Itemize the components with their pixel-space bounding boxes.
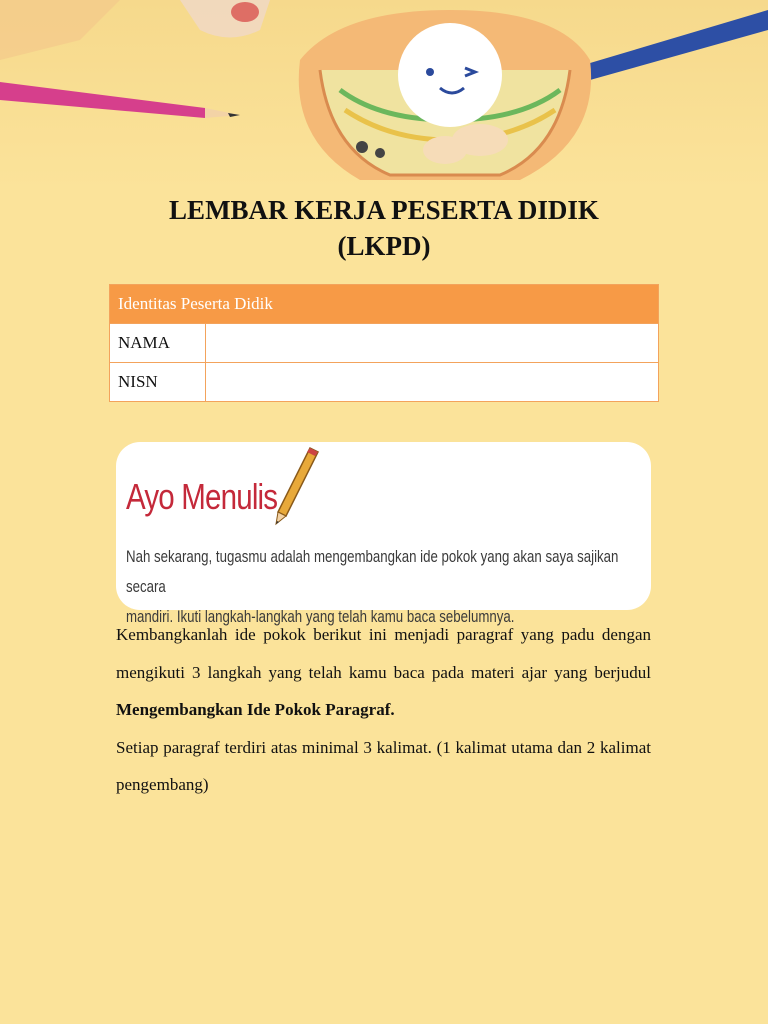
table-row <box>110 363 659 402</box>
instructions <box>116 616 651 804</box>
pencil-icon <box>274 446 319 526</box>
ayo-menulis-title: Ayo Menulis <box>126 476 278 517</box>
table-row <box>110 324 659 363</box>
header-illustration <box>0 0 768 190</box>
title-line-2: (LKPD) <box>337 231 431 261</box>
nisn-label: NISN <box>110 363 206 402</box>
material-title: Mengembangkan Ide Pokok Paragraf. <box>116 700 395 719</box>
page-title <box>0 192 768 264</box>
instruction-paragraph-1 <box>116 616 651 729</box>
ayo-menulis-box <box>116 442 651 626</box>
name-label: NAMA <box>110 324 206 363</box>
identity-table-header: Identitas Peserta Didik <box>110 285 659 324</box>
identity-table <box>109 284 659 402</box>
ayo-text-line-2: mandiri. Ikuti langkah-langkah yang telah kamu baca sebelumnya. <box>126 607 515 626</box>
instruction-text: Kembangkanlah ide pokok berikut ini menjadi paragraf yang padu dengan mengikuti 3 langkah yang telah kamu baca pada materi ajar yang berjudul <box>116 625 651 682</box>
nisn-field[interactable] <box>206 363 659 402</box>
identity-table-header-row <box>110 285 659 324</box>
character-illustration <box>299 10 591 180</box>
instruction-paragraph-2: Setiap paragraf terdiri atas minimal 3 kalimat. (1 kalimat utama dan 2 kalimat pengembang) <box>116 737 651 794</box>
name-field[interactable] <box>206 324 659 363</box>
ayo-text-line-1: Nah sekarang, tugasmu adalah mengembangkan ide pokok yang akan saya sajikan secara <box>126 547 619 596</box>
title-line-1: LEMBAR KERJA PESERTA DIDIK <box>169 195 599 225</box>
